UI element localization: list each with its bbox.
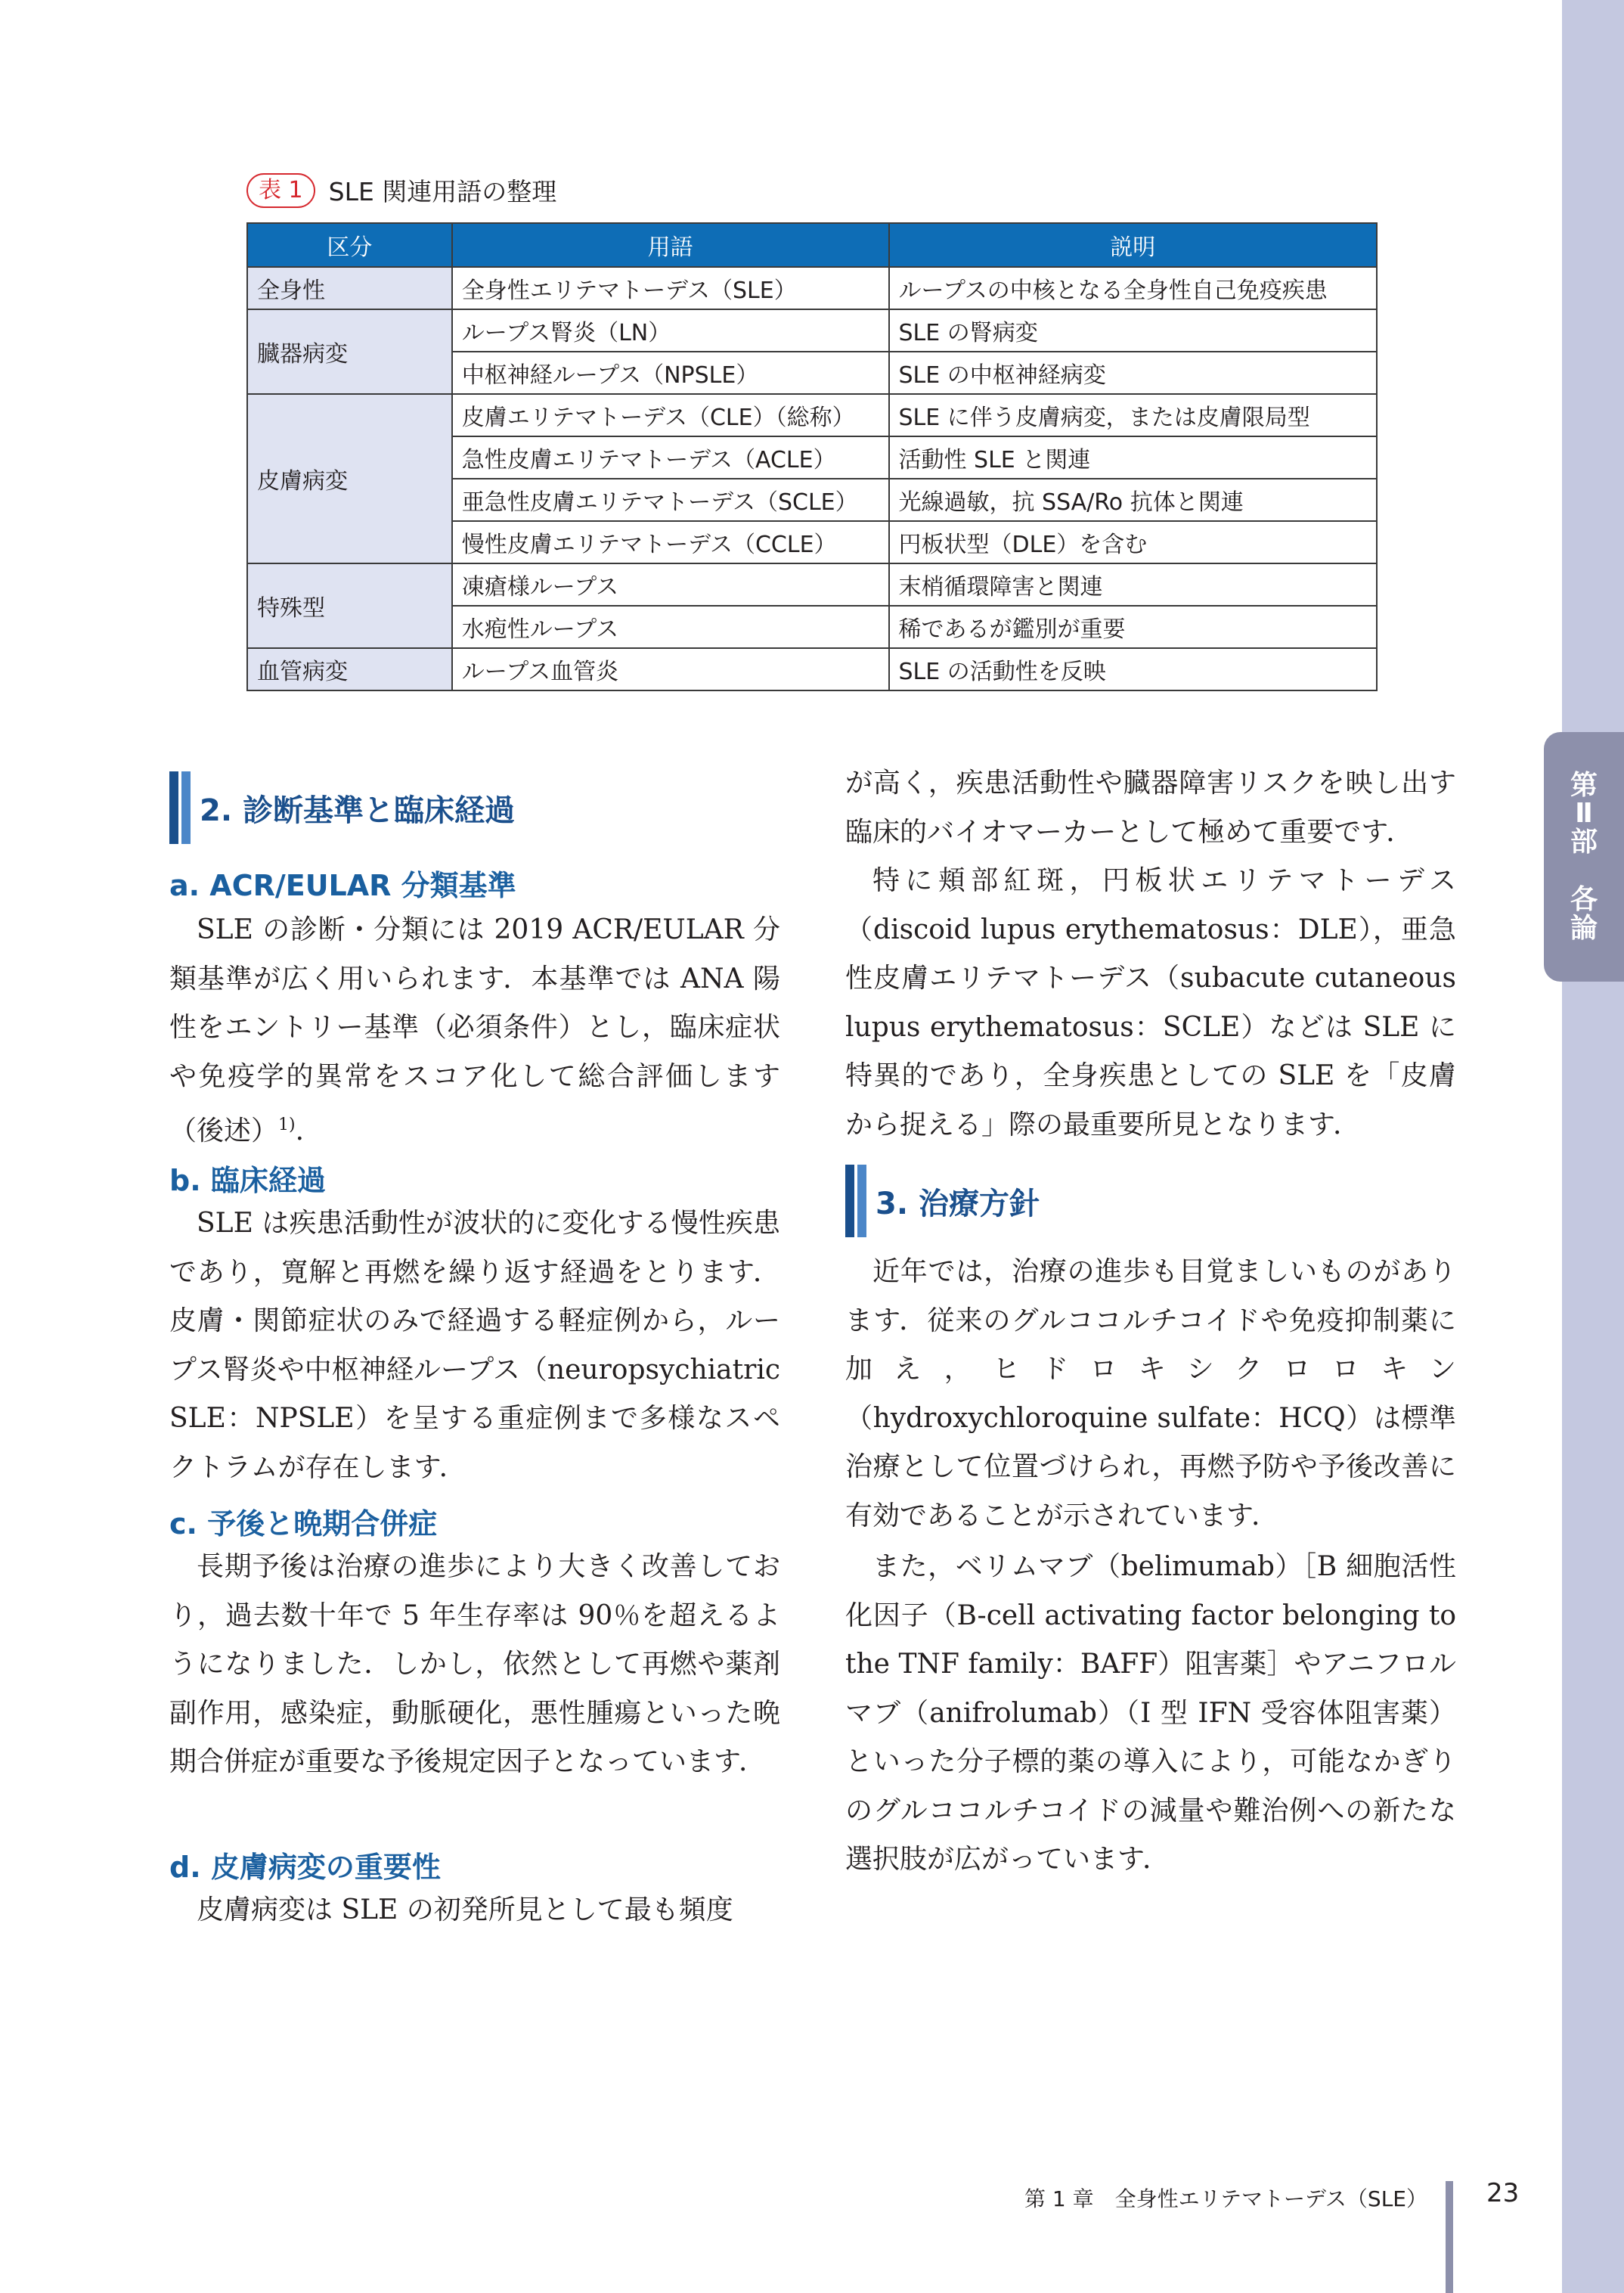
term-cell: ループス血管炎 [452, 648, 889, 690]
section-2-heading [169, 771, 515, 844]
header-term: 用語 [452, 223, 889, 267]
description-cell: 末梢循環障害と関連 [889, 563, 1378, 606]
subsection-a-title: a. ACR/EULAR 分類基準 [169, 869, 516, 902]
subsection-a-end: . [295, 1115, 305, 1146]
category-cell: 皮膚病変 [247, 394, 452, 563]
side-strip [1562, 0, 1624, 2293]
table-row [247, 563, 1377, 606]
table-title: SLE 関連用語の整理 [328, 177, 557, 206]
subsection-c-text: 長期予後は治療の進歩により大きく改善しており，過去数十年で 5 年生存率は 90％を超えるようになりました．しかし，依然として再燃や薬剤副作用，感染症，動脈硬化，悪性腫瘍といった晩期合併症が重要な予後規定因子となっています． [169, 1551, 780, 1777]
table-row [247, 394, 1377, 436]
header-description: 説明 [889, 223, 1378, 267]
table-row [247, 309, 1377, 352]
subsection-a-body: SLE の診断・分類には 2019 ACR/EULAR 分類基準が広く用いられます．本基準では ANA 陽性をエントリー基準（必須条件）とし，臨床症状や免疫学的異常をスコア化して総合評価します（後述） [169, 914, 780, 1146]
section-3-paragraph-1: 近年では，治療の進歩も目覚ましいものがあります．従来のグルココルチコイドや免疫抑制薬に加え，ヒドロキシクロロキン（hydroxychloroquine sulfate：HCQ）は標準治療として位置づけられ，再燃予防や予後改善に有効であることが示されています． [845, 1256, 1456, 1531]
subsection-d-title: d. 皮膚病変の重要性 [169, 1851, 441, 1884]
subsection-c-title: c. 予後と晩期合併症 [169, 1507, 438, 1541]
subsection-b-title: b. 臨床経過 [169, 1164, 326, 1197]
category-cell: 血管病変 [247, 648, 452, 690]
term-cell: 中枢神経ループス（NPSLE） [452, 352, 889, 394]
subsection-d-text-2: 特に頬部紅斑，円板状エリテマトーデス（discoid lupus erythematosus：DLE），亜急性皮膚エリテマトーデス（subacute cutaneous lupus erythematosus：SCLE）などは SLE に特異的であり，全身疾患としての SLE を「皮膚から捉える」際の最重要所見となります． [845, 865, 1456, 1140]
table-caption [246, 172, 556, 208]
table-row [247, 648, 1377, 690]
description-cell: 円板状型（DLE）を含む [889, 521, 1378, 563]
term-cell: 亜急性皮膚エリテマトーデス（SCLE） [452, 479, 889, 521]
category-cell: 全身性 [247, 267, 452, 309]
description-cell: 稀であるが鑑別が重要 [889, 606, 1378, 648]
term-cell: 凍瘡様ループス [452, 563, 889, 606]
term-cell: 全身性エリテマトーデス（SLE） [452, 267, 889, 309]
description-cell: SLE の活動性を反映 [889, 648, 1378, 690]
section-3-heading [845, 1165, 1040, 1237]
tab-char: 第 [1570, 769, 1598, 801]
tab-char: 論 [1570, 912, 1598, 944]
subsection-b-text: SLE は疾患活動性が波状的に変化する慢性疾患であり，寛解と再燃を繰り返す経過をとります．皮膚・関節症状のみで経過する軽症例から，ループス腎炎や中枢神経ループス（neuropsychiatric SLE：NPSLE）を呈する重症例まで多様なスペクトラムが存在します． [169, 1208, 780, 1483]
subsection-d-text-left: 皮膚病変は SLE の初発所見として最も頻度 [197, 1894, 733, 1925]
category-cell: 特殊型 [247, 563, 452, 648]
page-number: 23 [1486, 2178, 1520, 2208]
subsection-d-text-continued: が高く，疾患活動性や臓器障害リスクを映し出す臨床的バイオマーカーとして極めて重要です． [845, 768, 1456, 848]
part-section-tab [1544, 732, 1624, 982]
category-cell: 臓器病変 [247, 309, 452, 394]
table-header-row [247, 223, 1377, 267]
footer-rule [1446, 2181, 1453, 2293]
section-2-title: 2. 診断基準と臨床経過 [200, 793, 515, 828]
header-category: 区分 [247, 223, 452, 267]
tab-char: 各 [1570, 883, 1598, 915]
term-cell: ループス腎炎（LN） [452, 309, 889, 352]
subsection-a-text [169, 906, 780, 1156]
term-cell: 皮膚エリテマトーデス（CLE）（総称） [452, 394, 889, 436]
term-cell: 慢性皮膚エリテマトーデス（CCLE） [452, 521, 889, 563]
citation-ref: 1) [278, 1115, 296, 1134]
term-cell: 急性皮膚エリテマトーデス（ACLE） [452, 436, 889, 479]
term-cell: 水疱性ループス [452, 606, 889, 648]
section-3-paragraph-2: また，ベリムマブ（belimumab）［B 細胞活性化因子（B-cell activating factor belonging to the TNF family：BAFF）阻害薬］やアニフロルマブ（anifrolumab）（I 型 IFN 受容体阻害薬）といった分子標的薬の導入により，可能なかぎりのグルココルチコイドの減量や難治例への新たな選択肢が広がっています． [845, 1551, 1456, 1875]
description-cell: SLE の腎病変 [889, 309, 1378, 352]
description-cell: ループスの中核となる全身性自己免疫疾患 [889, 267, 1378, 309]
section-3-title: 3. 治療方針 [876, 1186, 1040, 1221]
tab-char: Ⅱ [1575, 798, 1593, 830]
tab-char: 部 [1570, 827, 1598, 858]
description-cell: 光線過敏，抗 SSA/Ro 抗体と関連 [889, 479, 1378, 521]
footer-chapter-title: 第 1 章 全身性エリテマトーデス（SLE） [1024, 2186, 1427, 2211]
description-cell: SLE に伴う皮膚病変，または皮膚限局型 [889, 394, 1378, 436]
table-number-badge: 表 1 [246, 173, 315, 208]
description-cell: SLE の中枢神経病変 [889, 352, 1378, 394]
table-row [247, 267, 1377, 309]
sle-terms-table [246, 222, 1378, 691]
description-cell: 活動性 SLE と関連 [889, 436, 1378, 479]
